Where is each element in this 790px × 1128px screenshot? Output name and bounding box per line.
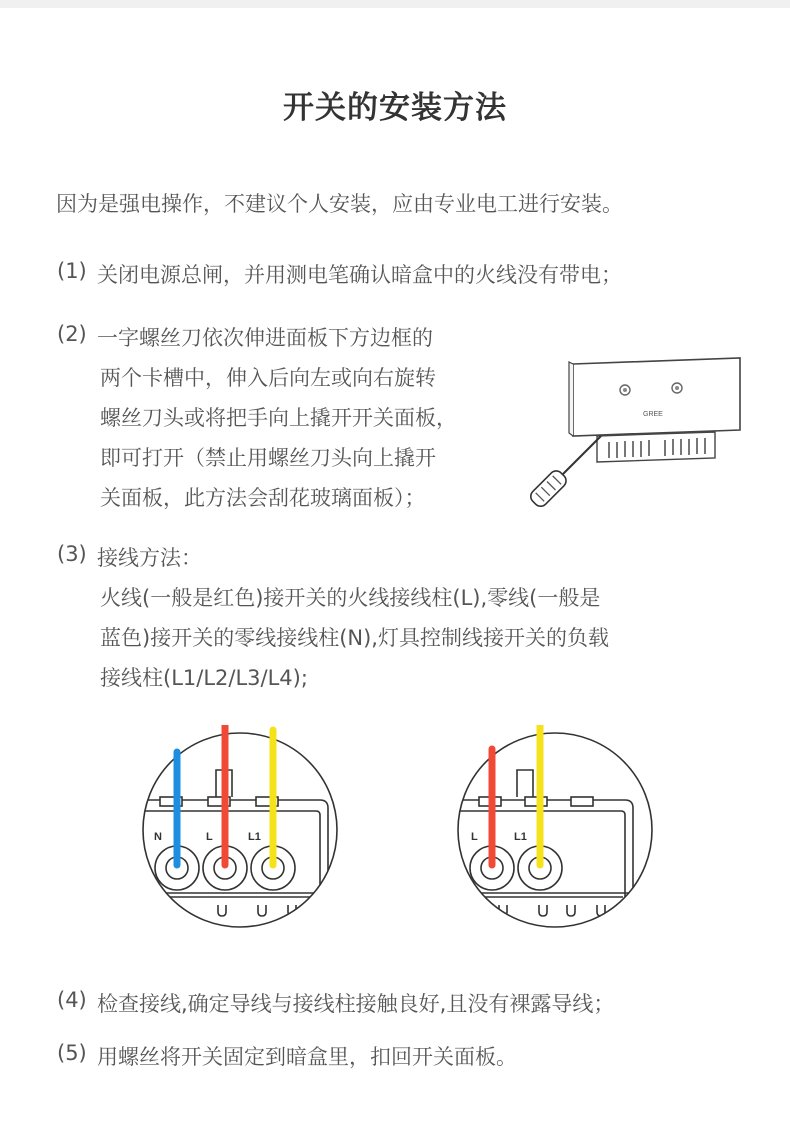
step-5-line-1: 用螺丝将开关固定到暗盒里，扣回开关面板。: [97, 1045, 517, 1069]
step-5-number: (5): [57, 1041, 87, 1065]
page-title: 开关的安装方法: [283, 90, 507, 126]
terminal-label-n: N: [154, 831, 162, 843]
step-2-line-1: 一字螺丝刀依次伸进面板下方边框的: [97, 326, 433, 350]
step-4-line-1: 检查接线,确定导线与接线柱接触良好,且没有裸露导线；: [97, 992, 615, 1016]
step-2-line-5: 关面板，此方法会刮花玻璃面板）；: [100, 486, 426, 510]
switch-logo-text: GREE: [643, 411, 663, 418]
step-1-number: (1): [57, 259, 87, 283]
step-4-number: (4): [57, 988, 87, 1012]
step-1-line-1: 关闭电源总闸，并用测电笔确认暗盒中的火线没有带电；: [97, 263, 622, 287]
terminal-label-l1: L1: [514, 831, 527, 843]
wiring-diagram-two-wire: [455, 725, 655, 935]
step-3-line-1: 接线方法：: [97, 546, 202, 570]
wiring-diagram-three-wire: [140, 725, 340, 935]
switch-screwdriver-illustration: [525, 350, 750, 515]
step-3-number: (3): [57, 542, 87, 566]
terminal-label-l: L: [471, 831, 478, 843]
step-2-line-4: 即可打开（禁止用螺丝刀头向上撬开: [100, 446, 436, 470]
step-2-number: (2): [57, 322, 87, 346]
intro-text: 因为是强电操作，不建议个人安装，应由专业电工进行安装。: [56, 192, 623, 216]
step-3-line-2: 火线(一般是红色)接开关的火线接线柱(L),零线(一般是: [100, 586, 601, 610]
step-3-line-3: 蓝色)接开关的零线接线柱(N),灯具控制线接开关的负载: [100, 626, 609, 650]
step-2-line-3: 螺丝刀头或将把手向上撬开开关面板，: [100, 406, 457, 430]
terminal-label-l: L: [206, 831, 213, 843]
terminal-label-l1: L1: [248, 831, 261, 843]
top-strip: [0, 0, 790, 8]
step-2-line-2: 两个卡槽中，伸入后向左或向右旋转: [100, 366, 436, 390]
step-3-line-4: 接线柱(L1/L2/L3/L4);: [100, 666, 308, 690]
